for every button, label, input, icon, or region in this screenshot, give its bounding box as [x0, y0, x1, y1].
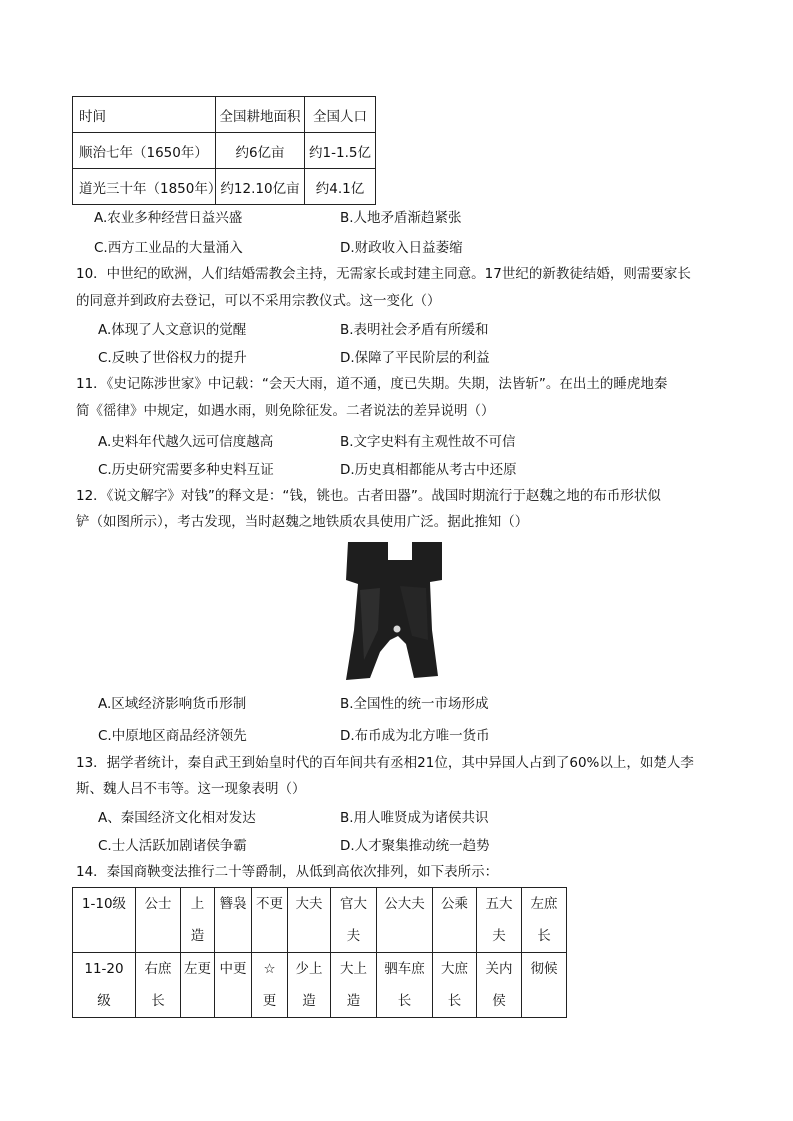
q12-stem-line2: 铲（如图所示），考古发现，当时赵魏之地铁质农具使用广泛。据此推知（） — [76, 514, 529, 530]
q10-option-b: B.表明社会矛盾有所缓和 — [340, 322, 489, 338]
q10-option-a: A.体现了人文意识的觉醒 — [98, 322, 247, 338]
q11-option-a: A.史料年代越久远可信度越高 — [98, 434, 274, 450]
table-cell: 中更 — [215, 953, 252, 1018]
table-cell: 驷车庶 长 — [377, 953, 433, 1018]
table-cell: 官大 夫 — [331, 888, 377, 953]
q14-stem: 14．秦国商鞅变法推行二十等爵制，从低到高依次排列，如下表所示： — [76, 864, 499, 880]
q13-stem-line1: 13．据学者统计，秦自武王到始皇时代的百年间共有丞相21位，其中异国人占到了60%以上，如楚人李 — [76, 755, 694, 771]
q13-option-a: A、秦国经济文化相对发达 — [98, 810, 256, 826]
table-cell: 公士 — [136, 888, 181, 953]
table-cell: 顺治七年（1650年） — [73, 133, 216, 169]
table-cell: 簪袅 — [215, 888, 252, 953]
table-cell: 约12.10亿亩 — [216, 169, 305, 205]
table-row — [73, 133, 376, 169]
q9-option-a: A.农业多种经营日益兴盛 — [94, 210, 243, 226]
q11-stem-line1: 11．《史记陈涉世家》中记载：“会天大雨，道不通，度已失期。失期，法皆斩”。在出土的睡虎地秦 — [76, 376, 668, 392]
table-header-cell: 时间 — [73, 97, 216, 133]
q12-stem-line1: 12．《说文解字》对钱”的释文是：“钱，铫也。古者田器”。战国时期流行于赵魏之地的布币形状似 — [76, 488, 661, 504]
q11-stem-line2: 简《徭律》中规定，如遇水雨，则免除征发。二者说法的差异说明（） — [76, 403, 495, 419]
table-cell: 左更 — [181, 953, 215, 1018]
table-cell: 1-10级 — [73, 888, 136, 953]
q12-option-a: A.区域经济影响货币形制 — [98, 696, 247, 712]
table-cell: 道光三十年（1850年） — [73, 169, 216, 205]
table-header-cell: 全国耕地面积 — [216, 97, 305, 133]
q13-stem-line2: 斯、魏人吕不韦等。这一现象表明（） — [76, 781, 306, 797]
table-cell: 11-20 级 — [73, 953, 136, 1018]
table-cell: 关内 侯 — [477, 953, 522, 1018]
q9-option-b: B.人地矛盾渐趋紧张 — [340, 210, 462, 226]
table-cell: 上 造 — [181, 888, 215, 953]
table-cell: 不更 — [252, 888, 288, 953]
table-cell: 约1-1.5亿 — [305, 133, 376, 169]
table-cell: 大夫 — [288, 888, 331, 953]
table-cell: 大上 造 — [331, 953, 377, 1018]
q12-option-b: B.全国性的统一市场形成 — [340, 696, 489, 712]
q12-option-c: C.中原地区商品经济领先 — [98, 728, 247, 744]
q11-option-d: D.历史真相都能从考古中还原 — [340, 462, 517, 478]
table-row — [73, 888, 567, 953]
population-table — [72, 96, 376, 205]
table-cell: 公乘 — [433, 888, 477, 953]
q10-stem-line2: 的同意并到政府去登记，可以不采用宗教仪式。这一变化（） — [76, 293, 441, 309]
q13-option-c: C.士人活跃加剧诸侯争霸 — [98, 838, 247, 854]
table-row — [73, 169, 376, 205]
q10-option-c: C.反映了世俗权力的提升 — [98, 350, 247, 366]
q12-option-d: D.布币成为北方唯一货币 — [340, 728, 490, 744]
table-cell: 五大 夫 — [477, 888, 522, 953]
q10-stem-line1: 10．中世纪的欧洲，人们结婚需教会主持，无需家长或封建主同意。17世纪的新教徒结婚，则需要家长 — [76, 266, 691, 282]
table-header-cell: 全国人口 — [305, 97, 376, 133]
table-cell: 彻候 — [522, 953, 567, 1018]
table-cell: 左庶 长 — [522, 888, 567, 953]
spade-coin-image — [340, 540, 450, 682]
table-cell: 公大夫 — [377, 888, 433, 953]
table-cell: 约6亿亩 — [216, 133, 305, 169]
table-cell: 大庶 长 — [433, 953, 477, 1018]
q13-option-b: B.用人唯贤成为诸侯共识 — [340, 810, 489, 826]
table-cell: 右庶 长 — [136, 953, 181, 1018]
q9-option-c: C.西方工业品的大量涌入 — [94, 240, 243, 256]
q9-option-d: D.财政收入日益萎缩 — [340, 240, 463, 256]
table-cell: 约4.1亿 — [305, 169, 376, 205]
table-row — [73, 97, 376, 133]
rank-table — [72, 887, 567, 1018]
q11-option-b: B.文字史料有主观性故不可信 — [340, 434, 516, 450]
q10-option-d: D.保障了平民阶层的利益 — [340, 350, 490, 366]
q13-option-d: D.人才聚集推动统一趋势 — [340, 838, 490, 854]
table-cell: 少上 造 — [288, 953, 331, 1018]
q11-option-c: C.历史研究需要多种史料互证 — [98, 462, 274, 478]
table-cell: ☆ 更 — [252, 953, 288, 1018]
table-row — [73, 953, 567, 1018]
